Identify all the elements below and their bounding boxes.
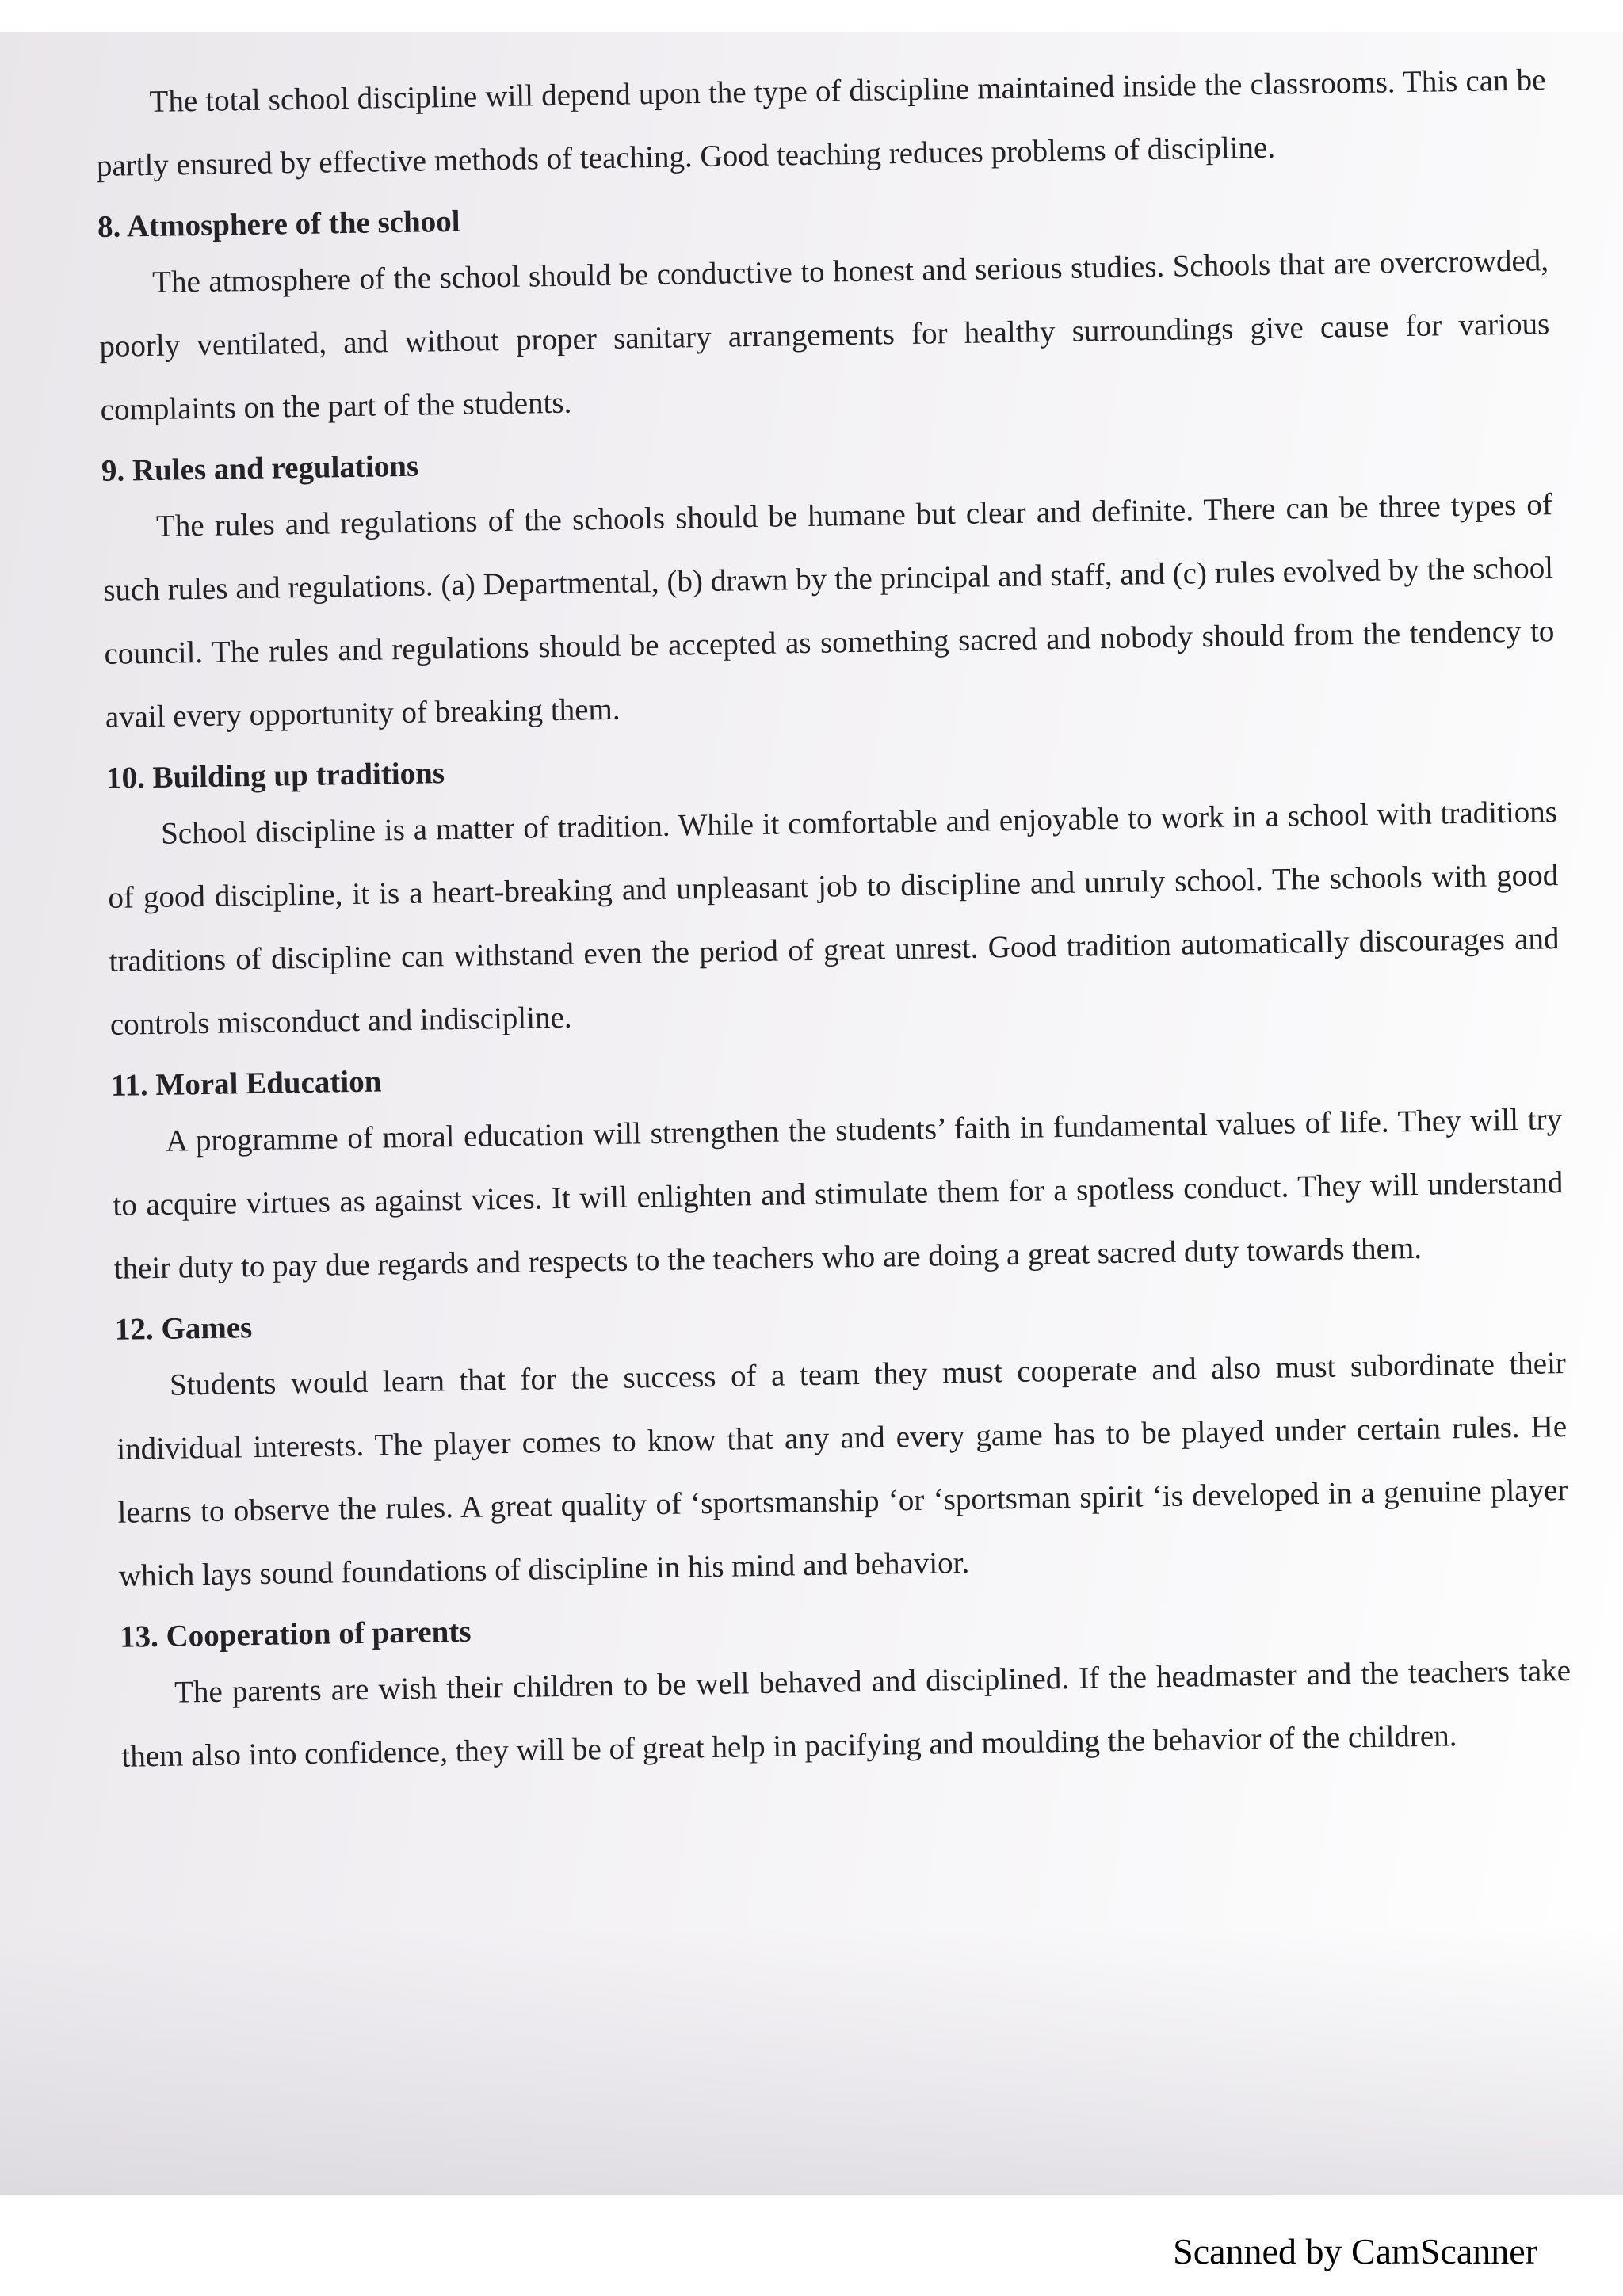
section-heading: 8. Atmosphere of the school bbox=[97, 204, 460, 244]
section-body: The rules and regulations of the schools should be humane but clear and definite. There can be three types of such rules and regulations. (a) Departmental, (b) drawn by the principal and staff, and (c) rules evolved by the school council. The rules and regulations should be accepted as something sacred and nobody should from the tendency to avail every opportunity of breaking them. bbox=[102, 487, 1555, 734]
section-moral-education bbox=[111, 1039, 1565, 1301]
section-body: A programme of moral education will strengthen the students’ faith in fundamental values of life. They will try to acquire virtues as against vices. It will enlighten and stimulate them for a spotless conduct. They will understand their duty to pay due regards and respects to the teachers who are doing a great sacred duty towards them. bbox=[113, 1102, 1564, 1286]
section-body: School discipline is a matter of tradition. While it comfortable and enjoyable to work in a school with traditions of good discipline, it is a heart-breaking and unpleasant job to discipline and unruly school. The schools with good traditions of discipline can withstand even the period of great unrest. Good tradition automatically discourages and controls misconduct and indiscipline. bbox=[108, 795, 1560, 1042]
section-heading: 12. Games bbox=[114, 1310, 253, 1347]
page-text bbox=[95, 48, 1572, 1788]
section-traditions bbox=[106, 731, 1561, 1057]
intro-paragraph: The total school discipline will depend upon the type of discipline maintained inside the classrooms. This can be partly ensured by effective methods of teaching. Good teaching reduces problems of discipline. bbox=[96, 63, 1546, 183]
section-heading: 13. Cooperation of parents bbox=[119, 1614, 472, 1654]
section-heading: 10. Building up traditions bbox=[105, 756, 445, 795]
scan-shadow bbox=[0, 1925, 1623, 2195]
section-rules bbox=[101, 424, 1556, 749]
section-atmosphere bbox=[97, 180, 1552, 442]
camscanner-watermark: Scanned by CamScanner bbox=[1173, 2231, 1537, 2271]
section-games bbox=[114, 1283, 1569, 1608]
section-body: Students would learn that for the success of a team they must cooperate and also must subordinate their individual interests. The player comes to know that any and every game has to be played under certain rules. He learns to observe the rules. A great quality of ‘sportsmanship ‘or ‘sportsman spirit ‘is developed in a genuine player which lays sound foundations of discipline in his mind and behavior. bbox=[116, 1346, 1568, 1593]
section-heading: 11. Moral Education bbox=[110, 1064, 382, 1103]
section-body: The atmosphere of the school should be conductive to honest and serious studies. Schools that are overcrowded, poorly ventilated, and without proper sanitary arrangements for healthy surroundings give cause for various complaints on the part of the students. bbox=[99, 243, 1550, 427]
section-body: The parents are wish their children to be well behaved and disciplined. If the headmaster and the teachers take them also into confidence, they will be of great help in pacifying and moulding the behavior of the children. bbox=[121, 1653, 1571, 1774]
section-heading: 9. Rules and regulations bbox=[101, 448, 419, 488]
section-parents bbox=[120, 1590, 1572, 1789]
scanned-page bbox=[0, 32, 1623, 2195]
